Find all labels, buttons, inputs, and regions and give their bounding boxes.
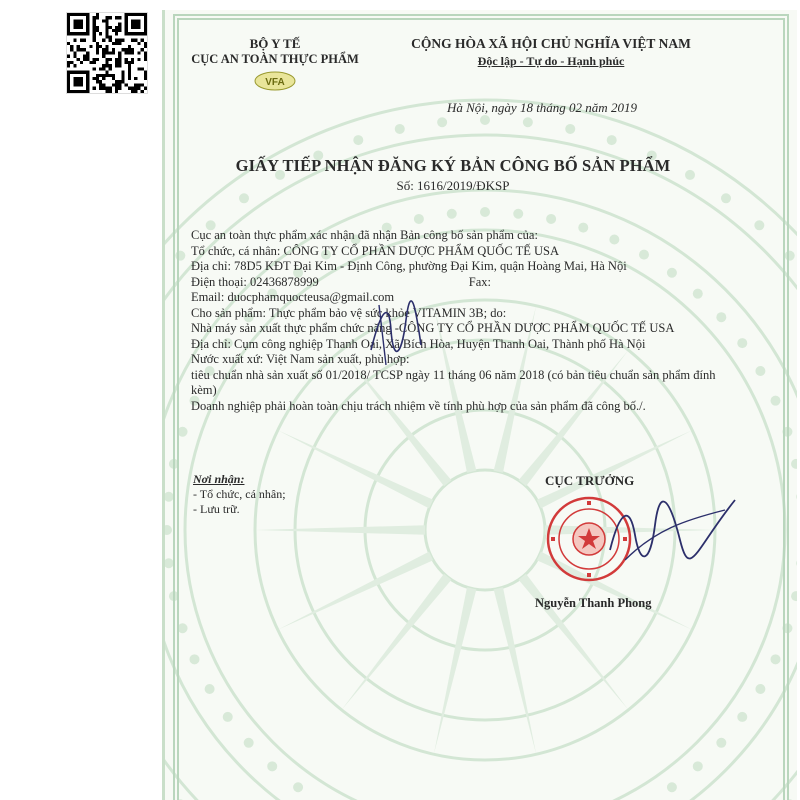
body-standard: tiêu chuẩn nhà sản xuất số 01/2018/ TCSP ngày 11 tháng 06 năm 2018 (có bản tiêu chuẩn sản phẩm đính kèm) [191,367,716,397]
motto: Độc lập - Tự do - Hạnh phúc [477,54,625,68]
receiver-item: - Tổ chức, cá nhân; [193,487,286,501]
body-phone: Điện thoại: 02436878999 [191,274,319,289]
svg-text:VFA: VFA [265,77,285,88]
document-body [191,228,721,414]
body-fax: Fax: [468,274,491,289]
signer-role: CỤC TRƯỞNG [545,473,635,488]
initial-signature [361,290,431,370]
qr-code [66,12,148,94]
ministry-name: BỘ Y TẾ [249,36,301,51]
body-organization: Tổ chức, cá nhân: CÔNG TY CỔ PHẦN DƯỢC PHẨM QUỐC TẾ USA [191,243,559,258]
agency-name: CỤC AN TOÀN THỰC PHẨM [191,52,359,66]
vfa-logo-icon [253,70,297,92]
body-origin: Nước xuất xứ: Việt Nam sản xuất, phù hợp: [191,352,410,366]
body-responsibility: Doanh nghiệp phải hoàn toàn chịu trách nhiệm về tính phù hợp của sản phẩm đã công bố./. [191,398,646,413]
certificate-document [162,10,797,800]
body-intro: Cục an toàn thực phẩm xác nhận đã nhận Bản công bố sản phẩm của: [191,228,538,242]
republic-name: CỘNG HÒA XÃ HỘI CHỦ NGHĨA VIỆT NAM [411,36,691,51]
issue-date: Hà Nội, ngày 18 tháng 02 năm 2019 [447,100,637,115]
receiver-item: - Lưu trữ. [193,502,240,516]
signer-name: Nguyễn Thanh Phong [535,596,652,610]
body-factory-address: Địa chỉ: Cụm công nghiệp Thanh Oai, Xã Bích Hòa, Huyện Thanh Oai, Thành phố Hà Nội [191,336,646,351]
header-ministry [185,36,365,92]
document-title: GIẤY TIẾP NHẬN ĐĂNG KÝ BẢN CÔNG BỐ SẢN PHẨM [235,156,671,175]
receivers-heading: Nơi nhận: [193,472,245,486]
body-factory: Nhà máy sản xuất thực phẩm chức năng -CÔNG TY CỔ PHẦN DƯỢC PHẨM QUỐC TẾ USA [191,321,675,335]
body-email: Email: duocphamquoctеusa@gmail.com [191,290,395,304]
header-republic [401,36,701,69]
receivers-block [193,472,286,517]
body-address: Địa chỉ: 78D5 KĐT Đại Kim - Định Công, phường Đại Kim, quận Hoàng Mai, Hà Nội [191,259,627,273]
document-number: Số: 1616/2019/ĐKSP [396,178,510,193]
body-product: Cho sản phẩm: Thực phẩm bảo vệ sức khỏe VITAMIN 3B; do: [191,305,507,320]
chief-signature [595,490,745,570]
